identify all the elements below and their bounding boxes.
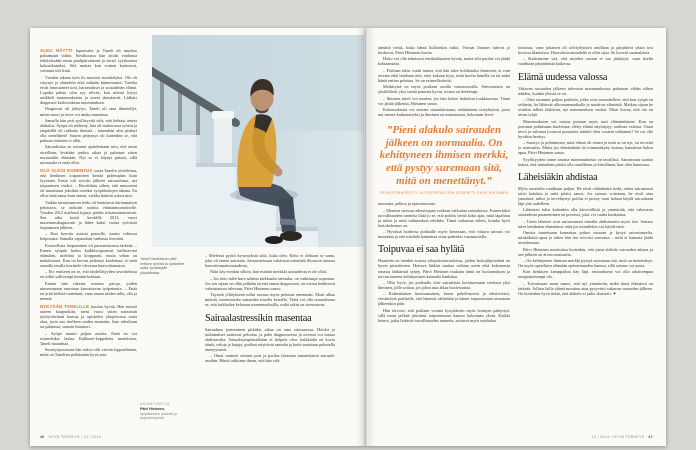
paragraph: Syyllisyyden tunne omasta masennuksesta on tavallista. Sairastunut saattaa kokea, että minunhan pitäisi olla onnellinen ja kiitollinen, kun olen kunnossa. xyxy=(518,156,653,167)
paragraph: – Potilaan tulisi voida tuntea, että hän tulee kohdatuksi ihmisenä, ei vain oireina eikä lainkaan niin, ettei kukaan kysy, mitä huolia hänellä on tai mikä häntä eniten pelottaa. Se on esineellistävää. xyxy=(378,67,510,83)
page-number-right: 47 xyxy=(648,435,653,439)
right-col2-paras-bottom xyxy=(518,186,653,296)
pull-quote-text: ”Pieni alakulo sairauden jälkeen on normaalia. On kehittyneen ihmisen merkki, että pystyy suremaan sitä, mitä on menettänyt.” xyxy=(379,124,509,187)
paragraph: – Ero entiseen on se, että täydellisyyden tavoittelusta on tullut sallivampi itseään kohtaan. xyxy=(40,269,137,280)
paragraph-lead-in: OLO ALKOI KOHENTUA xyxy=(40,167,95,173)
paragraph: Vakavan sairauden jälkeen tulevasta masennuksesta puhutaan vähän siihen nähden, kuinka yleistä se on. xyxy=(518,85,653,96)
mid-col-paras-before xyxy=(205,253,335,308)
paragraph: Sairauksista on tottunut ajattelemaan niin, että ensin oireillaan, levätään jonkin aikaa ja palataan sitten normaaliin elämään. Nyt se ei käynyt päinsä, sillä normaalia ei enää ollut. xyxy=(40,144,137,165)
paragraph: – Surutyö ja pohtiminen, mitä elämä oli ennen ja mitä se on nyt, on tervettä ja normaalia. Mutta jos elämänhalu tai toimintakyky katoaa, kannattaa hakea apua, Päivi Hietanen sanoo. xyxy=(518,140,653,156)
right-column-2 xyxy=(518,45,653,429)
right-col2-paras-top xyxy=(518,45,653,67)
paragraph: Diagnoosi oli järkytys. Taneli oli aina ihmetellyt, miten nuori ja terve voi muka masentua. xyxy=(40,106,137,117)
paragraph: – Sisäistimme sitä, että muiden varaan ei saa jättäytyä, vaan itseltä vaaditaan pärjäämistä kaikessa. xyxy=(518,56,653,67)
paragraph: Vuoden aikana työn ilo muuttui sinnittelyksi. Olo oli väsynyt ja elämätön eikä mikään kiinnostanut. Tanelia eivät innostaneet koti, harrastukset ja sosiaalinen elämä. Lopulta pahan olon syy selvisi, kun netistä löytyi artikkeli masennuksesta ja oireet täsmäsivät. Lääkäri diagnosoi keskivaikean masennuksen. xyxy=(40,74,137,106)
paragraph: – Olisi hyvä, jos potilaalla olisi sairaalasta kotiutuessaan tiedossa yksi ihminen, jolle soittaa, jos jokin asia alkaa huolestuttaa. xyxy=(378,279,510,291)
paragraph: Ennen hän rakensi tunteen patoja, joiden nimenomaan sanotaan kasvattavan työpainetta. – Enää en yritä kieltää tunteitani, vaan annan niiden tulla, olla ja mennä. xyxy=(40,280,137,301)
paragraph: – Ihmisen mieli voi murtua, jos hän kokee kohtelun loukkaavana. Tämä voi jättää jälkensä, Hietanen sanoo. xyxy=(378,95,510,106)
paragraph: Täytenä yllätyksenä tullut sairaus myös pelottaa enemmän. Moni alkaa miettiä, tunnistaisiko sairauden toisella kerralla. Tästä voi olla seurauksena se, että tarkkailee kehoaan suurennuslasilla, mikä sekin on stressaavaa. xyxy=(205,292,335,308)
left-page xyxy=(30,28,366,446)
expert-box xyxy=(140,402,190,421)
paragraph: Läheisten tulisi kuitenkin olla kärsivällisiä ja ymmärtää, että vakavasta sairaudesta paraneminen on prosessi, joka voi vaatia kuukausia. xyxy=(518,207,653,218)
section-header-sairaalastressi: Sairaalastressikin masentaa xyxy=(205,312,312,324)
paragraph: – On kehittyneen ihmisen merkki pystyä suremaan sitä, mitä on menettänyt. On myös opeteltava elämään epävarmuuden kanssa, sillä sairaus voi uusia. xyxy=(518,257,653,268)
paragraph: ALKU NÄYTTI lupaavalta ja Taneli oli innokas palaamaan töihin. Kesäkuussa hän aloitti vanhassa tehtävässään ensin puolipäiväisenä ja siirtyi syyskuussa kokoaikaiseksi. Sitä mukaa kun voimat karttuivat, vastuuta tuli lisää. xyxy=(40,48,137,74)
section-header-elama: Elämä uudessa valossa xyxy=(518,71,608,83)
paragraph: Haasteita on etenkin isoissa yliopistosairaaloissa, joiden hoitojärjestelmä on hyvin pirstaleinen. Hoitava lääkäri saattaa vaihtua usein eikä kokemusta omasta lääkäristä synny. Päivi Hietasen mukaan tämä on luottamuksen ja turvan tunteen kehittymisen kannalta hankalaa. xyxy=(378,258,510,279)
paragraph: Näin käy etenkin silloin, kun mitään merkkiä sairaudesta ei ole ollut. xyxy=(210,269,328,275)
right-page xyxy=(366,28,666,446)
right-col1-paras-bottom xyxy=(378,258,510,323)
paragraph: Vaikka sairastumisen hetki oli henkisesti äärimmäisen pelottava, se tarkoitti starttia elämänmuutokselle. Vuoden 2012 mielessä kypsyi päätös irtisanoutumisesta. Sen aika koitti keväällä 2013, vuosi masennusdiagnoosin ja lähes kaksi vuotta syövästä toipumisen jälkeen. xyxy=(40,199,137,231)
paragraph: Hoito voi olla teknisesti ensiluokkaisen hyvää, mutta silti potilas voi jäädä kohtaamatta. xyxy=(378,56,510,67)
paragraph: – Toivuttuaan moni sanoo, että nyt ymmärrän, mikä tässä elämässä on tärkeää. Jollain lailla elämä muuttuu aina pysyvästi vakavan sairauden jälkeen. On kuitenkin hyvä tietää, että alakulo ei jatku ikuisesti. ✦ xyxy=(518,280,653,296)
paragraph: Myös omaisilta vaaditaan paljon. He eivät välttämättä tiedä, miten sairastunut tulisi kohdata ja mitä pitäisi sanoa. Jos sairaus voitetaan, he eivät aina ymmärrä, miksi jo tervehtynyt potilas ei piristy vaan haluaa käydä sairauttaan läpi yhä uudelleen. xyxy=(518,185,653,206)
expert-label: ASIANTUNTIJA xyxy=(140,402,170,406)
pull-quote xyxy=(379,124,509,195)
paragraph: Sairaalaan joutuminen pitkäksi aikaa on aina stressaavaa. Hoidot ja tutkimukset saattavat pelottaa, ja puhe diagnooseista ja oireista voi tuntua ahdistavalta. Sairaalaympäristökään ei helpota oloa: kaikkialla on kovia ääniä, valoja ja hajuja, potilaat näyttävät samalta ja heitä saatetaan puhutella anonyymisti. xyxy=(205,326,335,352)
pull-quote-attribution: PSYKOTERAPEUTTI JA SYÖPÄTAUTIEN DOSENTTI PÄIVI HIETANEN xyxy=(379,191,509,196)
paragraph: Hän toivoisi, että potilaan vointia kysyttäisiin myös hoitojen päätyttyä, sillä moni pelkää jäävänsä toipumisensa kanssa kokonaan yksin. Kaikki keinot, jotka lisäävät turvallisuuden tunnetta, auttavat myös mielialaa. xyxy=(378,307,510,323)
mid-col-paras-after xyxy=(205,327,335,364)
paragraph: – Syöpä muutti paljon asioita. Enää en voi esimerkiksi laulaa Kulkuset-kappaletta monikossa, Taneli naurahtaa. xyxy=(40,330,137,346)
paragraph: – Jos tieto tulee kuin salama kirkkaalta taivaalta, on vaikeampi sopeutua. Jos sen sijaan on ollut pitkään oireita ennen diagnoosia, on voinut henkisesti valmistautua tulevaan, Päivi Hietanen sanoo. xyxy=(205,275,335,291)
paragraph: OLO ALKOI KOHENTUA vasta Tanelin oivallettua, että henkinen toipuminen kestää pidempään kuin fyysinen. Ensin tuli syövän jälkeen sairausloma, nyt toipumisen vuoksi. – Havahduin siihen, että minuuteni oli muuttunut joksikin toiseksi syöpähoitojen aikana. En ollut enää sama kuin ennen, vaikka halusin uskoa niin. xyxy=(40,167,137,199)
paragraph: Masennukseen voi nostaa pintaan myös uusi elämäntilanne. Kun on joutunut pohtimaan kuolemaa, eletty elämä näyttäytyy uudessa valossa. Omat arvot ja valinnat joutuvat puntariin: näinkö olen vuoteni tuhlannut? Se voi olla hyväkin herätys. xyxy=(518,118,653,139)
paragraph: Samalla hän poti syyllisyyttä siitä, että kehtasi tuntea alakuloa. Syöpä oli selätetty, hän oli mukavassa työssä ja ympärillä oli rakkaita ihmisiä – hänenhän olisi pitänyt olla onnellinen! Suurin pettymys oli kuitenkin se, että paluuta entiseen ei ollut. xyxy=(40,117,137,144)
section-header-toipuvaa: Toipuvaa ei saa hylätä xyxy=(378,244,465,256)
expert-name: Päivi Hietanen, xyxy=(140,407,165,412)
paragraph-lead-in: ALKU NÄYTTI xyxy=(40,48,76,53)
section-header-laheiset: Läheisiäkin ahdistaa xyxy=(518,171,598,183)
right-col1-paras-top xyxy=(378,45,510,117)
paragraph: tomuutta, pelkoa ja epävarmuutta. xyxy=(378,201,436,207)
paragraph: Surutyöprosessin hän uskoo silti vievän loppuelämän, mikä on Tanelista pelkästään hyvä asia. xyxy=(40,347,137,358)
paragraph: Merkitystä on myös potilaan omilla voimavaroilla. Stressinsieto on yksilöllistä: yksi sietää painetta hyvin, toinen on herkempi. xyxy=(378,84,510,95)
paragraph: – Kun kerroin asiasta pomolle, tunsin valtavaa helpotusta. Samalla vapauduin vanhasta itsestäni. xyxy=(40,231,137,242)
paragraph: – Olen tavannut paljon potilaita, jotka ovat suunnitelleet, että kun syöpä on selätetty, he lähtevät ulkomaanmatkalle ja nauttivat elämästä. Matkan sijaan he ovatkin tulleet lääkäriin, nyt masennuksen vuoksi. Moni kuvaa, että olo on aivan tyhjä. xyxy=(518,96,653,118)
right-column-1 xyxy=(378,45,510,429)
page-number-left: 46 xyxy=(40,435,45,439)
paragraph: – Moneen stressin aiheuttajaan voidaan vaikuttaa sairaaloissa. Esimerkiksi turvallisuuden tunnetta lisää jo se, että potilas tietää koko ajan, mitä tapahtuu ja miksi ja mitä tutkimuksia tehdään. Tämä vaikuttaa siihen, kuinka hyvä hoitokokemus on. xyxy=(378,207,510,228)
page-footer-left xyxy=(40,435,101,439)
paragraph: – Usein läheiset ovat sairastuneen rinnalla ahdistuneita myös itse. Sairaus tulee heidänkin elämäänsä: entä jos minullekin voi käydä näin. xyxy=(518,218,653,229)
left-mid-column xyxy=(205,253,335,443)
paragraph: Kontrollista luopuminen oli paranemisessa tärkeää. – Ennen syöpää luulin kaikkivoipaisesti hallitsevani elämääni, mieltäni ja kroppaani, mutta sehän on mahdotonta. Kun on kerran pelännyt kuolemaa, ei enää samalla tavalla kuvittele olevansa haavoittumaton. xyxy=(40,242,137,269)
paragraph-lead-in: NYKYÄÄN TANELILLE xyxy=(40,304,92,310)
footer-text-right: 13 / 2014 / HYVÄ TERVEYS xyxy=(591,435,645,439)
page-footer-right xyxy=(592,435,653,439)
expert-description: syöpätautien dosentti ja psykoterapeutti xyxy=(140,411,177,421)
photo-man-on-stairs xyxy=(152,35,364,247)
footer-text-left: HYVÄ TERVEYS / 13 / 2014 xyxy=(48,435,102,439)
paragraph: Päivi Hietanen muistuttaa kuitenkin, että pieni alakulo sairauden aikana ja sen jälkeen on aivan normaalia. xyxy=(518,246,653,257)
paragraph: Kokemuksista voi seurata sairaalatrauma, eräänlainen oireyhtymä, jossa uni menee katkonaiseksi ja ihminen on masentunut, kokonaan levot- xyxy=(378,106,510,118)
left-column xyxy=(40,45,137,407)
right-col2-paras-mid xyxy=(518,86,653,167)
paragraph: Kun henkisen kamppailun käy läpi, seurauksena voi olla aikaisempaa tasapainoisempi olo. xyxy=(518,269,653,280)
paragraph: – Hyvässä hoidossa potilaalle myös kerrotaan, että vakava sairaus voi masentaa ja että mieliala kannattaa ottaa puheeksi vastaanotolla. xyxy=(378,229,510,240)
right-col1-paras-mid xyxy=(378,201,510,239)
paragraph: Omista tunteistaan kannattaa puhua suoraan ja kysyä sairastuneelta, minkälaista apua ja tukea hän itse toivoisi saavansa – mitä ei kannata jäädä arvailemaan. xyxy=(518,230,653,246)
paragraph: – Mielessä pyörii kysymyksiä siitä, kuka olen. Keho ei olekaan se sama, joka oli ennen sairautta. Sairastuessaan vakavasti menettää illuusion omasta haavoittumattomuudesta. xyxy=(205,253,335,269)
photo-caption: Taneli Vastelainen jätti entisen työnsä ja opiskelee uutta Jyväskylän yliopistossa. xyxy=(140,257,185,276)
paragraph: NYKYÄÄN TANELILLE kuuluu hyvää. Hän muutti uuteen kaupunkiin, meni vuosi sitten naimisiin tyttöystävänsä kanssa ja opiskelee yliopistossa uutta alaa, josta saa itselleen uuden ammatin. Into urheiluun on palannut, samoin huumori. xyxy=(40,304,137,330)
paragraph: – Kaikenlainen huomaaminen, kuten puhelinsoitot ja tekstiviestit, viestittävät potilaalle, että hänestä välitetään ja hänen toipumistaan seurataan jälkeenkin päin. xyxy=(378,291,510,307)
paragraph: toisiinsa, vaan jokaisen oli selviydyttävä omillaan ja pärjättävä yksin tosi kovissa tilanteissa. Haavoittuvaisuudelle ei ollut sijaa. Se kovetti suomalaisia. xyxy=(518,45,653,56)
paragraph: tämättä tietää, kuka häntä kulloinkin tutkii. Vieraat ihmiset tulevat ja koskevat, Päivi Hietanen kuvaa. xyxy=(378,45,510,56)
paragraph: – Omat vaatteet otetaan pois ja potilas laitetaan samanlaisiin sairaala-asuihin. Häntä tutkitaan ilman, että hän vält- xyxy=(205,353,335,364)
stairs-photo-illustration xyxy=(152,35,364,247)
